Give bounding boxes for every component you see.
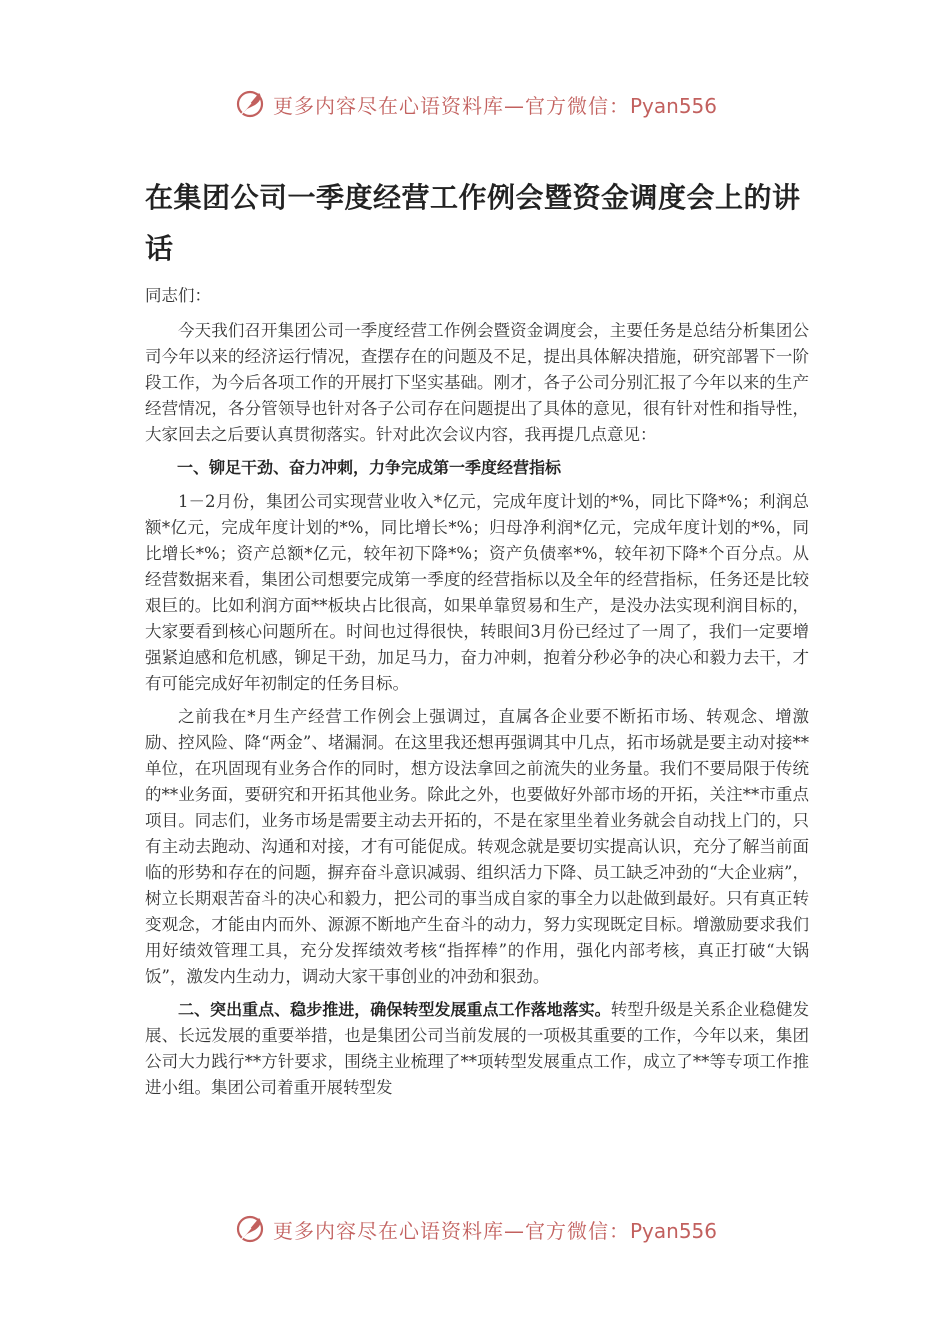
paragraph-transformation bbox=[145, 997, 809, 1101]
paragraph-performance: 1－2月份，集团公司实现营业收入*亿元，完成年度计划的*%，同比下降*%；利润总额*亿元，完成年度计划的*%，同比增长*%；归母净利润*亿元，完成年度计划的*%，同比增长*%；资产总额*亿元，较年初下降*%；资产负债率*%，较年初下降*个百分点。从经营数据来看，集团公司想要完成第一季度的经营指标以及全年的经营指标，任务还是比较艰巨的。比如利润方面**板块占比很高，如果单靠贸易和生产，是没办法实现利润目标的，大家要看到核心问题所在。时间也过得很快，转眼间3月份已经过了一周了，我们一定要增强紧迫感和危机感，铆足干劲，加足马力，奋力冲刺，抱着分秒必争的决心和毅力去干，才有可能完成好年初制定的任务目标。 bbox=[145, 492, 809, 693]
paragraph-intro: 今天我们召开集团公司一季度经营工作例会暨资金调度会，主要任务是总结分析集团公司今年以来的经济运行情况，查摆存在的问题及不足，提出具体解决措施，研究部署下一阶段工作，为今后各项工作的开展打下坚实基础。刚才，各子公司分别汇报了今年以来的生产经营情况，各分管领导也针对各子公司存在问题提出了具体的意见，很有针对性和指导性，大家回去之后要认真贯彻落实。针对此次会议内容，我再提几点意见： bbox=[145, 321, 809, 444]
watermark-wechat-id: Pyan556 bbox=[629, 1218, 717, 1243]
greeting: 同志们： bbox=[145, 286, 211, 305]
watermark-text: 更多内容尽在心语资料库—官方微信：Pyan556 bbox=[272, 93, 717, 118]
watermark-text: 更多内容尽在心语资料库—官方微信：Pyan556 bbox=[272, 1218, 717, 1243]
watermark-wechat-id: Pyan556 bbox=[629, 93, 717, 118]
document-body bbox=[145, 283, 809, 1108]
watermark-header bbox=[0, 84, 950, 124]
paragraph-market: 之前我在*月生产经营工作例会上强调过，直属各企业要不断拓市场、转观念、增激励、控风险、降“两金”、堵漏洞。在这里我还想再强调其中几点，拓市场就是要主动对接**单位，在巩固现有业务合作的同时，想方设法拿回之前流失的业务量。我们不要局限于传统的**业务面，要研究和开拓其他业务。除此之外，也要做好外部市场的开拓，关注**市重点项目。同志们，业务市场是需要主动去开拓的，不是在家里坐着业务就会自动找上门的，只有主动去跑动、沟通和对接，才有可能促成。转观念就是要切实提高认识，充分了解当前面临的形势和存在的问题，摒弃奋斗意识减弱、组织活力下降、员工缺乏冲劲的“大企业病”，树立长期艰苦奋斗的决心和毅力，把公司的事当成自家的事全力以赴做到最好。只有真正转变观念，才能由内而外、源源不断地产生奋斗的动力，努力实现既定目标。增激励要求我们用好绩效管理工具，充分发挥绩效考核“指挥棒”的作用，强化内部考核，真正打破“大锅饭”，激发内生动力，调动大家干事创业的冲劲和狠劲。 bbox=[145, 707, 809, 986]
section-heading-1: 一、铆足干劲、奋力冲刺，力争完成第一季度经营指标 bbox=[177, 458, 562, 477]
document-title: 在集团公司一季度经营工作例会暨资金调度会上的讲话 bbox=[145, 181, 801, 265]
paragraph-transformation-text: 转型升级是关系企业稳健发展、长远发展的重要举措，也是集团公司当前发展的一项极其重要的工作，今年以来，集团公司大力践行**方针要求，围绕主业梳理了**项转型发展重点工作，成立了**等专项工作推进小组。集团公司着重开展转型发 bbox=[145, 1000, 809, 1097]
watermark-footer bbox=[0, 1209, 950, 1249]
quill-logo-icon bbox=[233, 87, 267, 121]
quill-logo-icon bbox=[233, 1212, 267, 1246]
section-heading-2: 二、突出重点、稳步推进，确保转型发展重点工作落地落实。 bbox=[178, 1000, 611, 1019]
